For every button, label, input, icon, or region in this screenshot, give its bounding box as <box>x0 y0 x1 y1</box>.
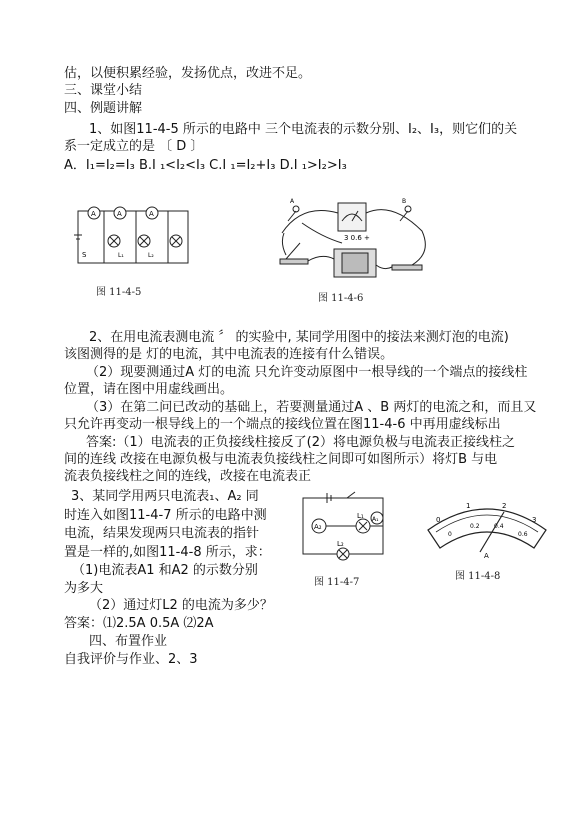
inner-label-0: 0 <box>448 531 452 538</box>
question-1-line-2: 系一定成立的是 〔 D 〕 <box>64 139 204 154</box>
question-2-part-2-line-1: （2）现要测通过A 灯的电流 只允许变动原图中一根导线的一个端点的接线柱 <box>86 365 528 380</box>
ammeter-dial-figure-11-4-8 <box>422 492 552 564</box>
inner-label-1: 0.2 <box>470 523 480 530</box>
lamp-label-2: L₂ <box>148 252 154 259</box>
unit-label: A <box>484 552 489 560</box>
switch-label: S <box>82 251 87 259</box>
meter-label: A <box>149 210 154 218</box>
terminal-label-a: A <box>290 198 295 205</box>
question-3-part-1-line-1: （1)电流表A1 和A2 的示数分别 <box>72 563 258 578</box>
terminal-label-b: B <box>402 198 407 205</box>
question-3-line-3: 电流，结果发现两只电流表的指针 <box>64 526 260 541</box>
question-2-part-2-line-2: 位置，请在图中用虚线画出。 <box>64 382 234 397</box>
circuit-figure-11-4-5 <box>68 205 198 280</box>
lamp-label-1: L₁ <box>118 252 124 259</box>
lamp-label-l1: L₁ <box>357 512 364 520</box>
inner-label-2: 0.4 <box>494 523 504 530</box>
question-2-part-3-line-1: （3）在第二问已改动的基础上，若要测量通过A 、B 两灯的电流之和，而且又 <box>86 400 537 415</box>
meter-label: A <box>117 210 122 218</box>
section-heading-examples: 四、例题讲解 <box>64 101 143 116</box>
apparatus-figure-11-4-6 <box>272 193 432 288</box>
section-heading-summary: 三、课堂小结 <box>64 83 143 98</box>
question-3-line-4: 置是一样的,如图11-4-8 所示，求： <box>64 545 271 560</box>
figure-caption-11-4-5: 图 11-4-5 <box>96 287 142 298</box>
question-2-line-1: 2、在用电流表测电流 〞 的实验中, 某同学用图中的接法来测灯泡的电流) <box>89 330 509 345</box>
answer-3: 答案：⑴2.5A 0.5A ⑵2A <box>64 616 214 631</box>
circuit-figure-11-4-7 <box>293 488 393 570</box>
section-heading-homework: 四、布置作业 <box>89 634 168 649</box>
answer-2-line-1: 答案:（1）电流表的正负接线柱接反了(2）将电源负极与电流表正接线柱之 <box>86 435 515 450</box>
lamp-label-l2: L₂ <box>337 540 344 548</box>
scale-label-2: 2 <box>502 502 507 510</box>
scale-label-3: 3 <box>532 516 537 524</box>
answer-2-line-3: 流表负接线柱之间的连线，改接在电流表正 <box>64 469 312 484</box>
figure-caption-11-4-7: 图 11-4-7 <box>314 577 360 588</box>
question-1-line-1: 1、如图11-4-5 所示的电路中 三个电流表的示数分别、I₂、I₃，则它们的关 <box>89 122 518 137</box>
scale-label-1: 1 <box>466 502 471 510</box>
question-3-part-1-line-2: 为多大 <box>64 581 104 596</box>
question-1-options: A．I₁=I₂=I₃ B.I ₁<I₂<I₃ C.I ₁=I₂+I₃ D.I ₁>I₂>I₃ <box>64 158 347 173</box>
question-3-line-2: 时连入如图11-4-7 所示的电路中测 <box>64 508 267 523</box>
question-2-line-2: 该图测得的是 灯的电流，其中电流表的连接有什么错误。 <box>64 347 394 362</box>
figure-caption-11-4-6: 图 11-4-6 <box>318 293 364 304</box>
question-3-line-1: 3、某同学用两只电流表₁、A₂ 同 <box>71 489 259 504</box>
question-2-part-3-line-2: 只允许再变动一根导线上的一个端点的接线位置在图11-4-6 中再用虚线标出 <box>64 417 501 432</box>
homework-line: 自我评价与作业、2、3 <box>64 652 198 667</box>
figure-caption-11-4-8: 图 11-4-8 <box>455 571 501 582</box>
meter-label: A <box>91 210 96 218</box>
inner-label-3: 0.6 <box>518 531 528 538</box>
question-3-part-2: （2）通过灯L2 的电流为多少？ <box>89 598 273 613</box>
text-line-1: 估，以便积累经验，发扬优点，改进不足。 <box>64 66 312 81</box>
meter-label-a1: A₁ <box>372 516 379 523</box>
answer-2-line-2: 间的连线 改接在电源负极与电流表负接线柱之间即可如图所示）将灯B 与电 <box>64 452 498 467</box>
meter-label-a2: A₂ <box>314 523 322 531</box>
scale-label-0: 0 <box>436 516 441 524</box>
meter-scale: 3 0.6 + <box>344 234 370 242</box>
